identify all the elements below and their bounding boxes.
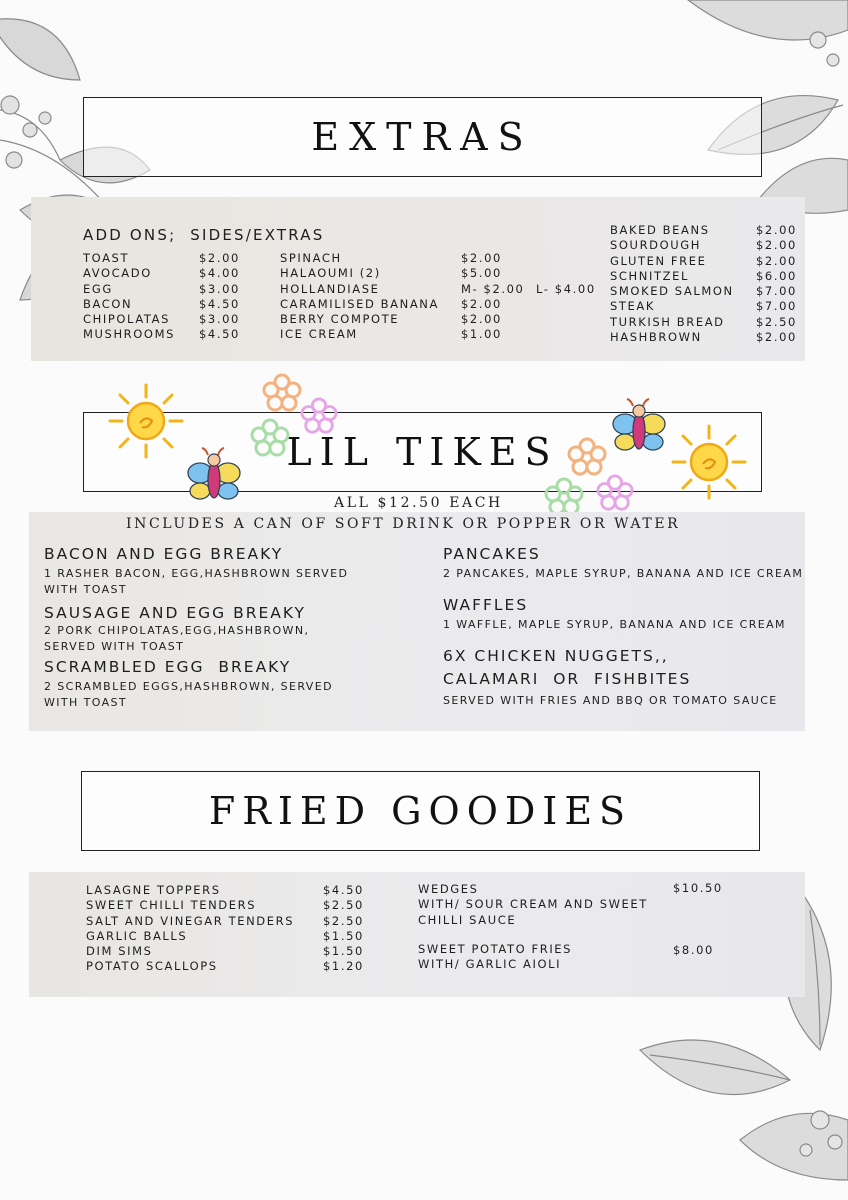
kids-item-desc: 2 PANCAKES, MAPLE SYRUP, BANANA AND ICE CREAM: [443, 567, 804, 580]
item-price: M- $2.00: [461, 281, 525, 296]
flower-icon: [544, 477, 584, 517]
extras-col1-names: [83, 251, 175, 343]
kids-item-name: SAUSAGE AND EGG BREAKY: [44, 604, 306, 622]
item-name: SOURDOUGH: [610, 238, 702, 253]
item-price: $2.00: [756, 253, 797, 268]
butterfly-icon: [186, 447, 242, 505]
item-name: CARAMILISED BANANA: [280, 296, 439, 311]
item-name: BERRY COMPOTE: [280, 312, 400, 327]
kids-item-desc: 1 WAFFLE, MAPLE SYRUP, BANANA AND ICE CREAM: [443, 618, 786, 631]
extras-title-box: [83, 97, 762, 177]
item-price: $7.00: [756, 284, 797, 299]
item-price: $2.00: [199, 251, 240, 265]
fried-sweet-potato: [418, 942, 572, 973]
item-name: GARLIC BALLS: [86, 928, 188, 943]
item-name: SWEET CHILLI TENDERS: [86, 898, 257, 913]
item-desc: WITH/ GARLIC AIOLI: [418, 957, 562, 972]
kids-title: LIL TIKES: [286, 430, 559, 474]
item-price: $2.00: [756, 330, 797, 345]
hollandaise-large-price: L- $4.00: [536, 281, 596, 296]
item-name: WEDGES: [418, 882, 479, 896]
butterfly-icon: [611, 398, 667, 456]
item-name: CHIPOLATAS: [83, 312, 170, 327]
sun-icon: [108, 383, 184, 459]
flower-icon: [300, 397, 338, 435]
item-name: DIM SIMS: [86, 944, 153, 959]
kids-item-name: CALAMARI OR FISHBITES: [443, 670, 692, 688]
item-name: LASAGNE TOPPERS: [86, 883, 221, 897]
item-desc: CHILLI SAUCE: [418, 912, 517, 927]
item-price: $2.50: [323, 898, 364, 913]
item-desc: WITH/ SOUR CREAM AND SWEET: [418, 897, 648, 912]
item-price: $1.20: [323, 959, 364, 974]
kids-item-desc: SERVED WITH FRIES AND BBQ OR TOMATO SAUCE: [443, 694, 778, 707]
kids-includes-line: INCLUDES A CAN OF SOFT DRINK OR POPPER OR WATER: [126, 516, 681, 532]
item-name: HALAOUMI (2): [280, 266, 381, 281]
kids-item-desc: 1 RASHER BACON, EGG,HASHBROWN SERVED WITH TOAST: [44, 567, 349, 596]
item-price: $4.50: [199, 327, 240, 342]
item-price: $4.50: [199, 296, 240, 311]
item-name: STEAK: [610, 299, 655, 314]
item-price: $6.00: [756, 268, 797, 283]
item-name: AVOCADO: [83, 266, 152, 281]
fried-title: FRIED GOODIES: [208, 789, 633, 833]
item-name: ICE CREAM: [280, 327, 358, 342]
item-price: $1.50: [323, 944, 364, 959]
extras-col2-prices: [461, 251, 524, 343]
kids-price-line: ALL $12.50 EACH: [334, 495, 503, 511]
flower-icon: [250, 418, 290, 458]
item-name: TOAST: [83, 251, 130, 265]
item-price: $2.00: [756, 223, 797, 237]
item-name: SWEET POTATO FRIES: [418, 942, 573, 956]
item-name: BAKED BEANS: [610, 223, 710, 237]
item-name: SPINACH: [280, 251, 342, 265]
extras-col3-names: [610, 223, 734, 345]
kids-item-name: PANCAKES: [443, 545, 541, 563]
item-price: $4.00: [199, 266, 240, 281]
fried-left-names: [86, 883, 294, 975]
flower-icon: [567, 437, 607, 477]
extras-col2-names: [280, 251, 439, 343]
item-price: $3.00: [199, 312, 240, 327]
item-price: $2.50: [756, 314, 797, 329]
kids-item-name: BACON AND EGG BREAKY: [44, 545, 284, 563]
item-name: BACON: [83, 296, 133, 311]
item-price: $2.00: [461, 296, 502, 311]
item-price: $8.00: [673, 943, 714, 957]
item-name: SMOKED SALMON: [610, 284, 734, 299]
item-price: $2.00: [461, 251, 502, 265]
fried-left-prices: [323, 883, 364, 975]
item-name: EGG: [83, 281, 113, 296]
item-price: $1.00: [461, 327, 502, 342]
item-name: TURKISH BREAD: [610, 314, 725, 329]
fried-wedges: [418, 882, 648, 928]
item-price: $3.00: [199, 281, 240, 296]
item-price: $4.50: [323, 883, 364, 897]
item-price: $2.00: [756, 238, 797, 253]
extras-col3-prices: [756, 223, 797, 345]
flower-icon: [596, 474, 634, 512]
item-name: SALT AND VINEGAR TENDERS: [86, 913, 295, 928]
item-price: $2.50: [323, 913, 364, 928]
item-name: SCHNITZEL: [610, 268, 689, 283]
item-price: $2.00: [461, 312, 502, 327]
item-name: HASHBROWN: [610, 330, 702, 345]
kids-item-desc: 2 SCRAMBLED EGGS,HASHBROWN, SERVED WITH TOAST: [44, 680, 333, 709]
kids-item-name: SCRAMBLED EGG BREAKY: [44, 658, 292, 676]
kids-item-desc: 2 PORK CHIPOLATAS,EGG,HASHBROWN, SERVED WITH TOAST: [44, 624, 310, 653]
extras-col1-prices: [199, 251, 240, 343]
item-price: $1.50: [323, 928, 364, 943]
item-name: MUSHROOMS: [83, 327, 176, 342]
flower-icon: [262, 373, 302, 413]
sun-icon: [671, 424, 747, 500]
item-name: POTATO SCALLOPS: [86, 959, 218, 974]
kids-item-name: 6X CHICKEN NUGGETS,,: [443, 647, 669, 665]
item-name: HOLLANDIASE: [280, 281, 380, 296]
item-name: GLUTEN FREE: [610, 253, 707, 268]
item-price: $5.00: [461, 266, 502, 281]
extras-title: EXTRAS: [311, 115, 534, 159]
fried-title-box: [81, 771, 760, 851]
kids-item-name: WAFFLES: [443, 596, 529, 614]
item-price: $10.50: [673, 881, 723, 895]
item-price: $7.00: [756, 299, 797, 314]
extras-heading: ADD ONS; SIDES/EXTRAS: [83, 226, 325, 244]
